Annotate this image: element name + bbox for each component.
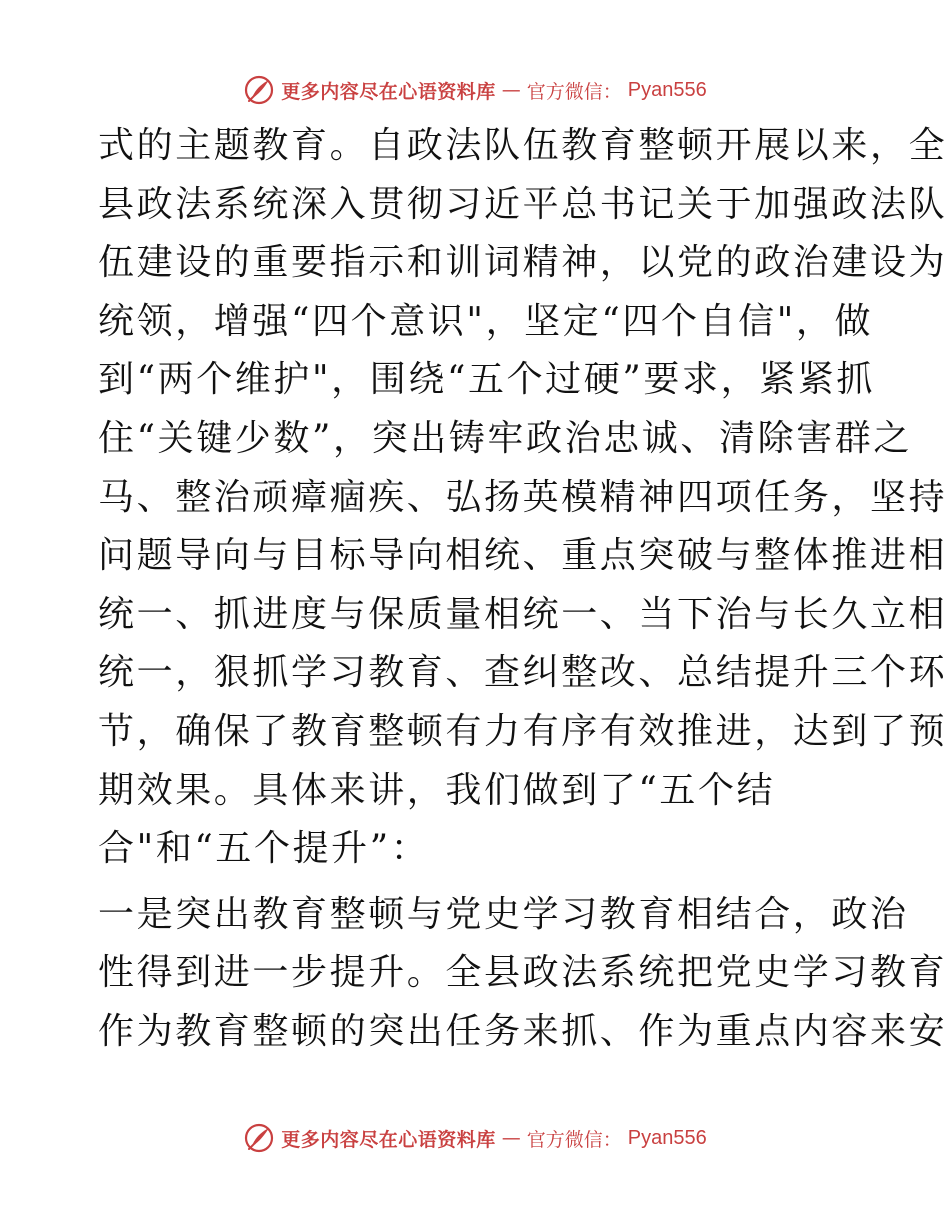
text-line: 伍建设的重要指示和训词精神，以党的政治建设为 (98, 242, 948, 284)
watermark-separator: — (501, 1127, 521, 1149)
text-line: 马、整治顽瘴痼疾、弘扬英模精神四项任务，坚持 (98, 476, 948, 518)
quill-logo-icon (243, 74, 275, 106)
text-line: 统一、抓进度与保质量相统一、当下治与长久立相 (98, 593, 948, 635)
text-line: 到“两个维护"，围绕“五个过硬”要求，紧紧抓 (98, 359, 875, 401)
text-line: 性得到进一步提升。全县政法系统把党史学习教育 (98, 952, 948, 994)
watermark-header (0, 70, 950, 110)
watermark-wechat-label: 官方微信： (526, 1128, 622, 1151)
text-line: 期效果。具体来讲，我们做到了“五个结 (98, 769, 776, 811)
text-line: 式的主题教育。自政法队伍教育整顿开展以来，全 (98, 125, 948, 166)
watermark-site-name: 更多内容尽在心语资料库 (281, 80, 496, 103)
watermark-wechat-id: Pyan556 (627, 78, 707, 101)
text-line: 统领，增强“四个意识"，坚定“四个自信"，做 (98, 300, 874, 342)
paragraph-point-one (98, 886, 948, 1062)
watermark-separator: — (501, 79, 521, 101)
paragraph-intro (98, 117, 948, 879)
text-line: 合"和“五个提升”： (98, 828, 430, 870)
quill-logo-icon (243, 1122, 275, 1154)
text-line: 住“关键少数”，突出铸牢政治忠诚、清除害群之 (98, 417, 913, 459)
text-line: 统一，狠抓学习教育、查纠整改、总结提升三个环 (98, 652, 948, 694)
text-line: 一是突出教育整顿与党史学习教育相结合，政治 (98, 893, 909, 935)
text-line: 县政法系统深入贯彻习近平总书记关于加强政法队 (98, 183, 948, 225)
watermark-site-name: 更多内容尽在心语资料库 (281, 1128, 496, 1151)
paragraph-spacer (98, 879, 858, 886)
text-line: 节，确保了教育整顿有力有序有效推进，达到了预 (98, 710, 948, 752)
watermark-footer (0, 1118, 950, 1158)
watermark-wechat-label: 官方微信： (526, 80, 622, 103)
watermark-wechat-id: Pyan556 (627, 1126, 707, 1149)
text-line: 作为教育整顿的突出任务来抓、作为重点内容来安 (98, 1010, 948, 1052)
text-line: 问题导向与目标导向相统、重点突破与整体推进相 (98, 535, 948, 577)
document-body (98, 117, 948, 1062)
